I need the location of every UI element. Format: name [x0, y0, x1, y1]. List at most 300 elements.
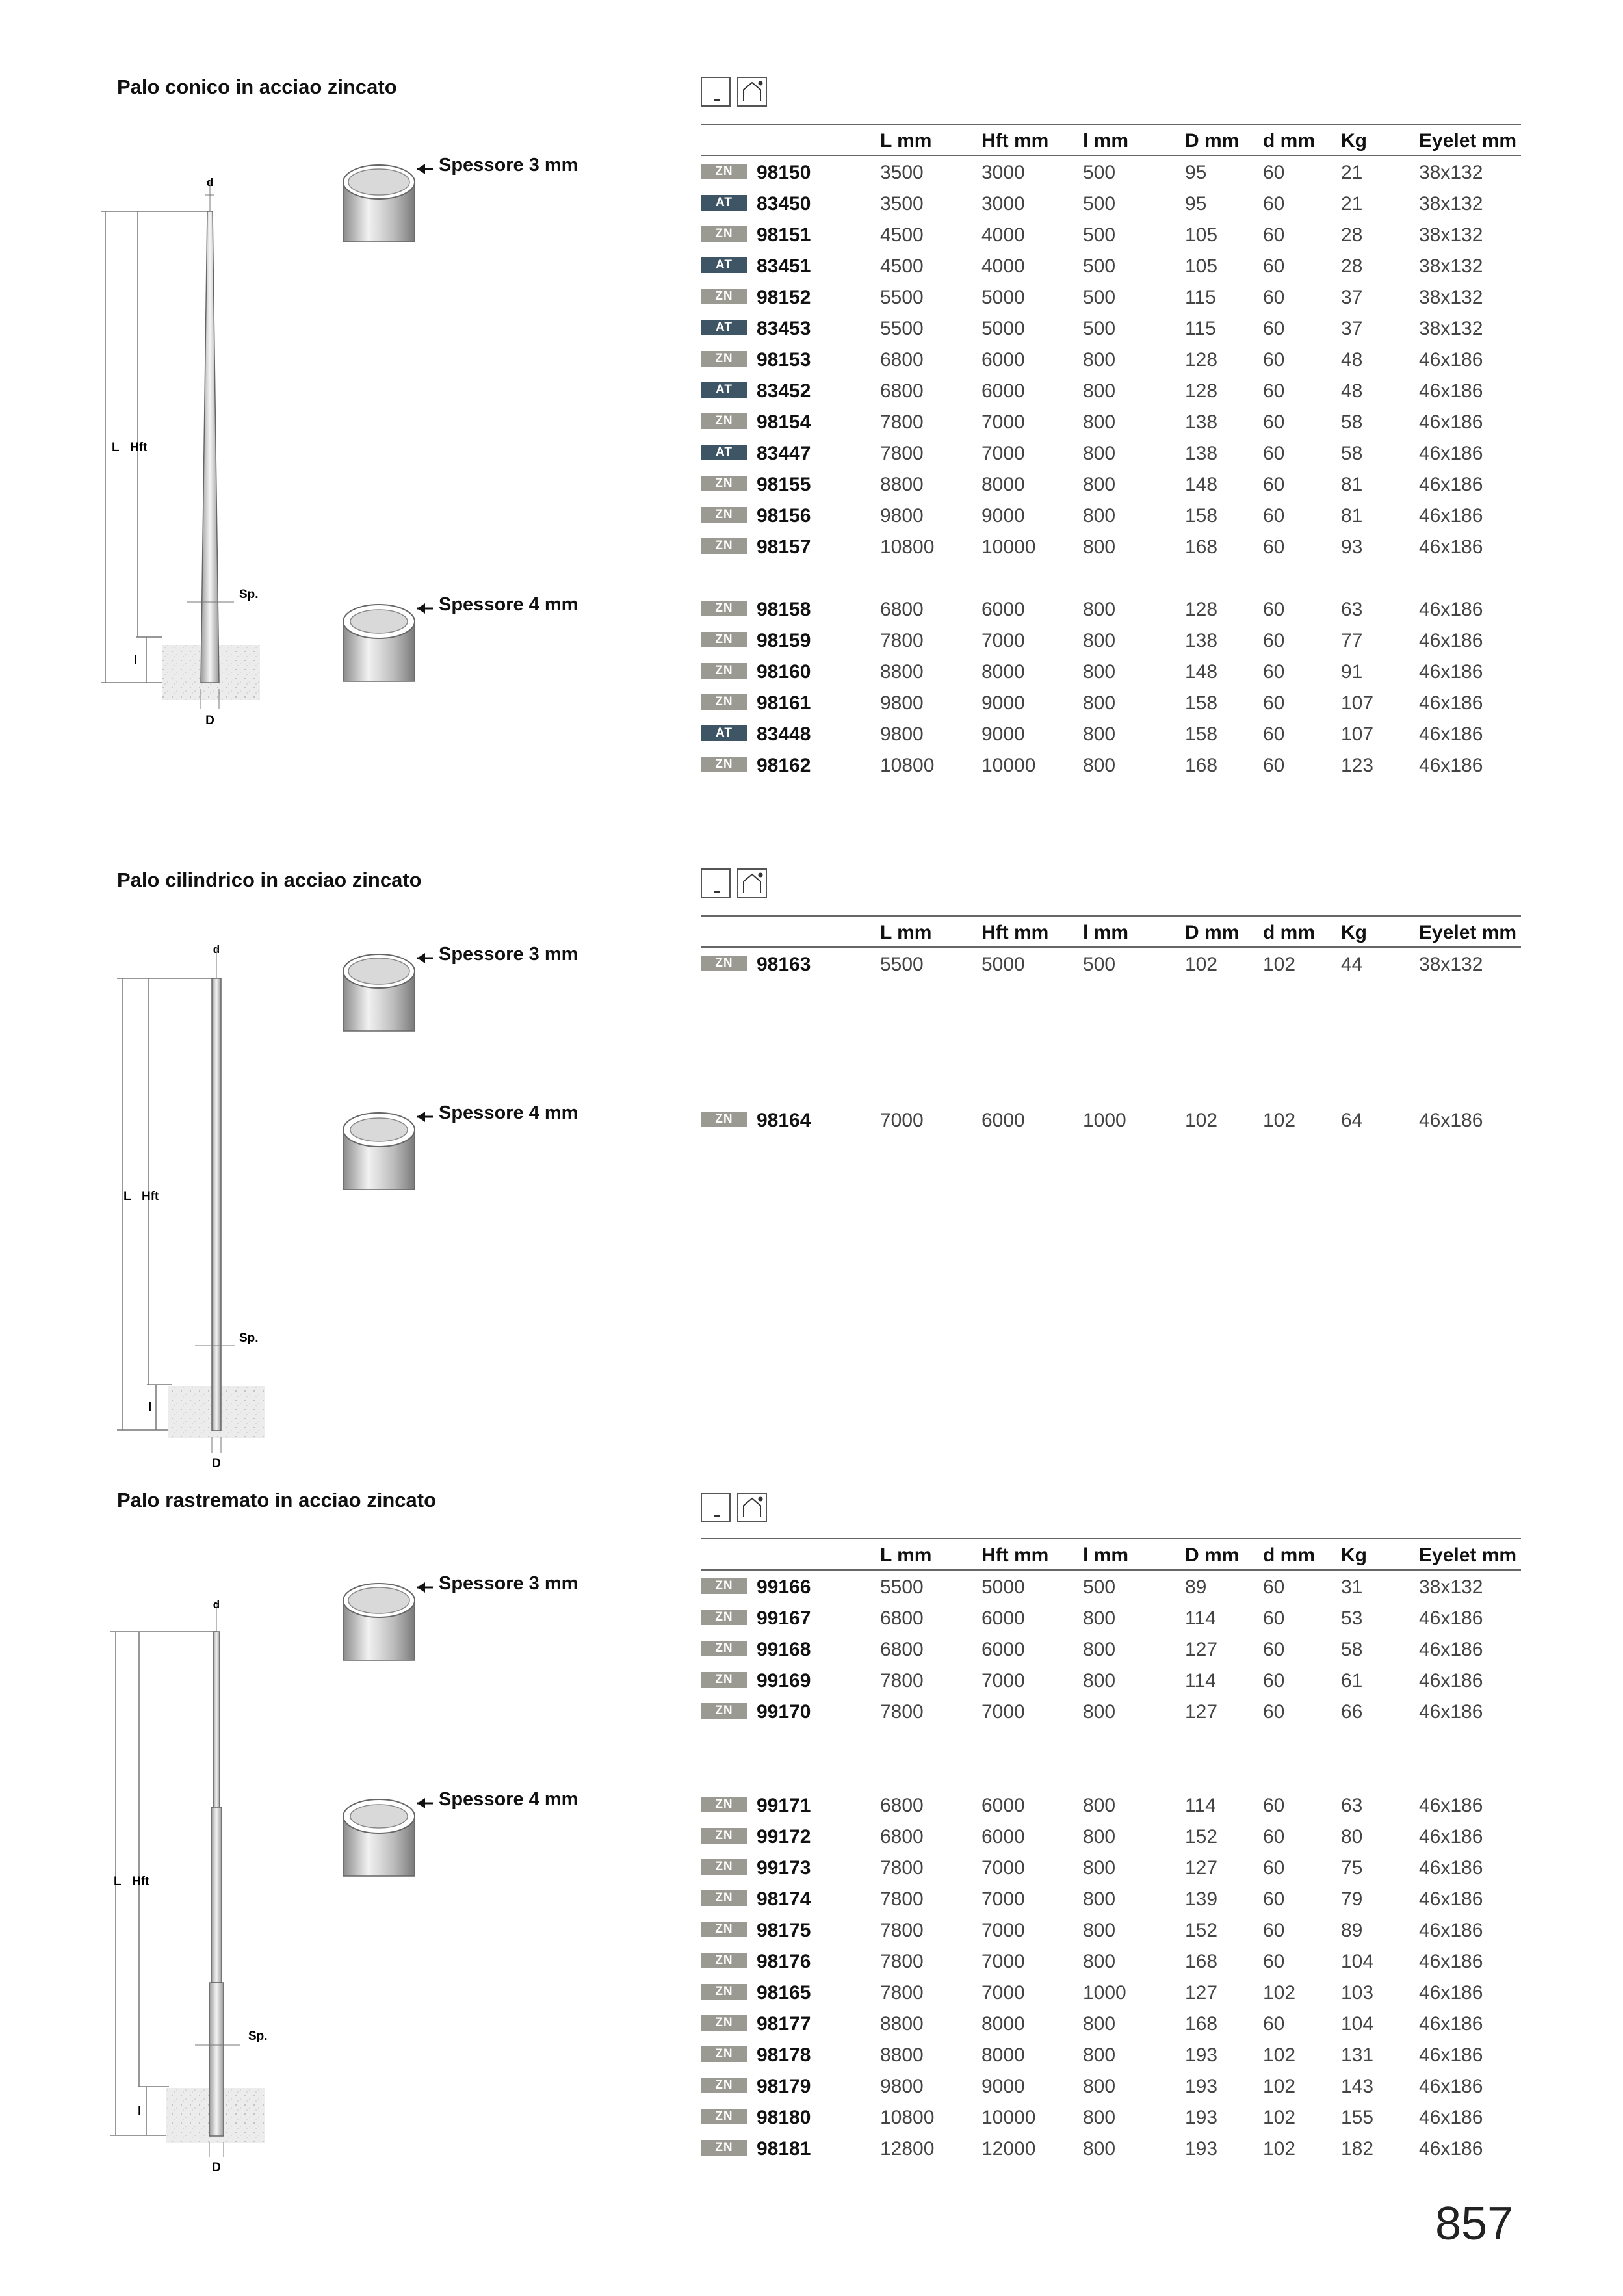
- product-code: 98178: [757, 2044, 811, 2066]
- cell-l: 800: [1083, 2138, 1116, 2159]
- cell-d: 60: [1263, 599, 1285, 620]
- product-code: 83451: [757, 255, 811, 277]
- table-row: [701, 948, 1521, 979]
- table-row: [701, 218, 1521, 250]
- cell-L: 8800: [880, 661, 924, 683]
- finish-badge: ZN: [701, 1922, 747, 1937]
- cell-L: 8800: [880, 2013, 924, 2035]
- cell-Hft: 9000: [981, 2076, 1025, 2097]
- pole-drawing-conical: [97, 176, 292, 735]
- cell-d: 60: [1263, 474, 1285, 495]
- cell-d: 60: [1263, 380, 1285, 402]
- dim-label-l: l: [134, 654, 138, 668]
- header-d: d mm: [1263, 922, 1316, 943]
- cell-L: 7800: [880, 1857, 924, 1879]
- cell-L: 4500: [880, 224, 924, 246]
- cell-D: 114: [1185, 1608, 1216, 1629]
- cell-Hft: 7000: [981, 1888, 1025, 1910]
- cell-L: 7800: [880, 630, 924, 651]
- pole-top-icon: [737, 868, 767, 898]
- product-code: 99169: [757, 1670, 811, 1691]
- cell-Hft: 8000: [981, 2044, 1025, 2066]
- cell-D: 127: [1185, 1639, 1218, 1660]
- cell-L: 9800: [880, 692, 924, 714]
- dim-label-sp: Sp.: [239, 1331, 259, 1345]
- cell-L: 6800: [880, 380, 924, 402]
- finish-badge: ZN: [701, 1859, 747, 1875]
- cell-L: 7800: [880, 1920, 924, 1941]
- cell-Hft: 6000: [981, 1608, 1025, 1629]
- tube-label-3mm: Spessore 3 mm: [439, 944, 578, 965]
- cell-L: 6800: [880, 1795, 924, 1816]
- cell-D: 152: [1185, 1826, 1218, 1847]
- cell-eyelet: 46x186: [1419, 599, 1483, 620]
- header-l: l mm: [1083, 130, 1129, 151]
- cell-Hft: 4000: [981, 224, 1025, 246]
- cell-Hft: 6000: [981, 1110, 1025, 1131]
- cell-D: 193: [1185, 2107, 1218, 2128]
- table-spacer-row: [701, 1010, 1521, 1041]
- cell-d: 60: [1263, 1857, 1285, 1879]
- table-row: [701, 1602, 1521, 1633]
- table-row: [701, 1820, 1521, 1851]
- product-code: 98160: [757, 661, 811, 683]
- cell-eyelet: 46x186: [1419, 380, 1483, 402]
- finish-badge: ZN: [701, 694, 747, 710]
- cell-d: 60: [1263, 255, 1285, 277]
- cell-eyelet: 46x186: [1419, 349, 1483, 371]
- cell-l: 800: [1083, 724, 1116, 745]
- cell-eyelet: 38x132: [1419, 287, 1483, 308]
- cell-D: 168: [1185, 536, 1218, 558]
- cell-kg: 79: [1341, 1888, 1363, 1910]
- table-row: [701, 250, 1521, 281]
- tube-illustration-4mm: [338, 590, 435, 688]
- cell-kg: 123: [1341, 755, 1374, 776]
- table-row: [701, 2070, 1521, 2101]
- cell-l: 800: [1083, 1608, 1116, 1629]
- cell-D: 115: [1185, 318, 1216, 339]
- cell-D: 105: [1185, 224, 1218, 246]
- cell-L: 7800: [880, 1982, 924, 2003]
- cell-eyelet: 38x132: [1419, 224, 1483, 246]
- cell-D: 95: [1185, 193, 1207, 215]
- cell-Hft: 9000: [981, 724, 1025, 745]
- finish-badge: ZN: [701, 1953, 747, 1968]
- product-code: 98150: [757, 162, 811, 183]
- dim-label-d: d: [213, 943, 220, 956]
- cell-D: 89: [1185, 1576, 1207, 1598]
- cell-D: 114: [1185, 1670, 1216, 1691]
- tube-label-4mm: Spessore 4 mm: [439, 1789, 578, 1810]
- section-title: Palo cilindrico in acciao zincato: [117, 868, 422, 891]
- cell-D: 148: [1185, 474, 1218, 495]
- cell-D: 114: [1185, 1795, 1216, 1816]
- cell-Hft: 8000: [981, 474, 1025, 495]
- tube-label-3mm: Spessore 3 mm: [439, 1573, 578, 1594]
- dim-label-l: l: [148, 1400, 152, 1414]
- table-body: [701, 948, 1521, 1135]
- cell-L: 6800: [880, 349, 924, 371]
- cell-L: 5500: [880, 1576, 924, 1598]
- product-code: 98159: [757, 630, 811, 651]
- product-code: 98180: [757, 2107, 811, 2128]
- cell-L: 10800: [880, 2107, 935, 2128]
- cell-kg: 58: [1341, 1639, 1363, 1660]
- table-row: [701, 2007, 1521, 2039]
- cell-D: 128: [1185, 599, 1218, 620]
- cell-Hft: 7000: [981, 1670, 1025, 1691]
- product-code: 99171: [757, 1795, 811, 1816]
- table-row: [701, 624, 1521, 655]
- cell-eyelet: 46x186: [1419, 1608, 1483, 1629]
- cell-eyelet: 46x186: [1419, 505, 1483, 527]
- cell-Hft: 3000: [981, 162, 1025, 183]
- section-title: Palo conico in acciao zincato: [117, 75, 397, 98]
- cell-L: 7800: [880, 1670, 924, 1691]
- cell-l: 1000: [1083, 1982, 1126, 2003]
- cell-l: 800: [1083, 1857, 1116, 1879]
- cell-kg: 44: [1341, 954, 1363, 975]
- finish-badge: ZN: [701, 757, 747, 772]
- cell-Hft: 10000: [981, 536, 1036, 558]
- cell-D: 127: [1185, 1701, 1218, 1723]
- spec-table-rastremato: [701, 1538, 1521, 2163]
- table-row: [701, 281, 1521, 312]
- cell-L: 10800: [880, 755, 935, 776]
- cell-eyelet: 46x186: [1419, 1951, 1483, 1972]
- tube-label-4mm: Spessore 4 mm: [439, 1102, 578, 1123]
- table-spacer-row: [701, 979, 1521, 1010]
- cell-d: 60: [1263, 1951, 1285, 1972]
- cell-d: 102: [1263, 2138, 1296, 2159]
- tube-label-4mm: Spessore 4 mm: [439, 594, 578, 615]
- finish-badge: ZN: [701, 632, 747, 647]
- finish-badge: AT: [701, 195, 747, 211]
- cell-L: 7000: [880, 1110, 924, 1131]
- pole-top-icon: [737, 77, 767, 107]
- cell-L: 6800: [880, 1608, 924, 1629]
- cell-kg: 155: [1341, 2107, 1374, 2128]
- dim-label-sp: Sp.: [239, 588, 259, 601]
- finish-badge: ZN: [701, 2140, 747, 2156]
- table-row: [701, 1851, 1521, 1883]
- table-spacer-row: [701, 1758, 1521, 1789]
- product-code: 99173: [757, 1857, 811, 1879]
- cell-kg: 21: [1341, 193, 1363, 215]
- cell-D: 138: [1185, 411, 1218, 433]
- cell-kg: 48: [1341, 349, 1363, 371]
- cell-L: 9800: [880, 724, 924, 745]
- cell-l: 800: [1083, 349, 1116, 371]
- cell-l: 800: [1083, 380, 1116, 402]
- cell-l: 800: [1083, 2044, 1116, 2066]
- cell-d: 60: [1263, 661, 1285, 683]
- finish-badge: ZN: [701, 2015, 747, 2031]
- cell-D: 193: [1185, 2076, 1218, 2097]
- pole-drawing-stepped: [97, 1593, 292, 2178]
- cell-d: 60: [1263, 411, 1285, 433]
- cell-d: 60: [1263, 1888, 1285, 1910]
- cell-l: 500: [1083, 287, 1116, 308]
- cell-l: 800: [1083, 2107, 1116, 2128]
- product-code: 83450: [757, 193, 811, 215]
- table-row: [701, 1104, 1521, 1135]
- table-row: [701, 406, 1521, 437]
- header-eyelet: Eyelet mm: [1419, 922, 1517, 943]
- cell-d: 102: [1263, 1982, 1296, 2003]
- dim-label-L: L: [123, 1190, 131, 1203]
- cell-eyelet: 38x132: [1419, 318, 1483, 339]
- cell-eyelet: 46x186: [1419, 2013, 1483, 2035]
- finish-badge: ZN: [701, 164, 747, 179]
- cell-l: 800: [1083, 1888, 1116, 1910]
- header-d: d mm: [1263, 130, 1316, 151]
- cell-eyelet: 46x186: [1419, 1670, 1483, 1691]
- cell-D: 138: [1185, 630, 1218, 651]
- cell-D: 168: [1185, 2013, 1218, 2035]
- finish-badge: ZN: [701, 1828, 747, 1844]
- cell-kg: 28: [1341, 224, 1363, 246]
- cell-l: 1000: [1083, 1110, 1126, 1131]
- table-row: [701, 374, 1521, 406]
- cell-kg: 131: [1341, 2044, 1374, 2066]
- product-code: 99172: [757, 1826, 811, 1847]
- dim-label-d: d: [213, 1598, 220, 1611]
- header-l: l mm: [1083, 922, 1129, 943]
- table-row: [701, 437, 1521, 468]
- cell-D: 105: [1185, 255, 1218, 277]
- page-number: 857: [1435, 2198, 1514, 2250]
- cell-D: 102: [1185, 1110, 1218, 1131]
- finish-badge: ZN: [701, 476, 747, 491]
- table-row: [701, 530, 1521, 562]
- cell-kg: 37: [1341, 287, 1363, 308]
- cell-kg: 91: [1341, 661, 1363, 683]
- cell-l: 800: [1083, 474, 1116, 495]
- product-code: 98162: [757, 755, 811, 776]
- ground-mount-icon: [701, 868, 731, 898]
- cell-eyelet: 46x186: [1419, 2044, 1483, 2066]
- finish-badge: ZN: [701, 2109, 747, 2124]
- cell-l: 800: [1083, 630, 1116, 651]
- cell-eyelet: 46x186: [1419, 1795, 1483, 1816]
- cell-D: 168: [1185, 1951, 1218, 1972]
- product-code: 99170: [757, 1701, 811, 1723]
- cell-d: 60: [1263, 1701, 1285, 1723]
- cell-Hft: 8000: [981, 2013, 1025, 2035]
- product-code: 98153: [757, 349, 811, 371]
- product-code: 99168: [757, 1639, 811, 1660]
- cell-d: 60: [1263, 1576, 1285, 1598]
- cell-kg: 58: [1341, 443, 1363, 464]
- cell-kg: 89: [1341, 1920, 1363, 1941]
- cell-l: 800: [1083, 661, 1116, 683]
- cell-eyelet: 46x186: [1419, 2076, 1483, 2097]
- finish-badge: ZN: [701, 289, 747, 304]
- cell-kg: 28: [1341, 255, 1363, 277]
- cell-eyelet: 46x186: [1419, 443, 1483, 464]
- cell-D: 95: [1185, 162, 1207, 183]
- tube-illustration-3mm: [338, 940, 435, 1037]
- product-code: 98157: [757, 536, 811, 558]
- cell-l: 500: [1083, 954, 1116, 975]
- dim-label-Hft: Hft: [132, 1875, 149, 1888]
- header-Hft: Hft mm: [981, 1545, 1049, 1566]
- dim-label-l: l: [138, 2105, 142, 2119]
- cell-d: 60: [1263, 318, 1285, 339]
- cell-Hft: 5000: [981, 318, 1025, 339]
- header-kg: Kg: [1341, 922, 1367, 943]
- cell-l: 800: [1083, 1639, 1116, 1660]
- cell-d: 102: [1263, 2107, 1296, 2128]
- cell-l: 500: [1083, 162, 1116, 183]
- cell-kg: 37: [1341, 318, 1363, 339]
- cell-d: 102: [1263, 954, 1296, 975]
- cell-eyelet: 46x186: [1419, 1982, 1483, 2003]
- cell-kg: 75: [1341, 1857, 1363, 1879]
- cell-eyelet: 46x186: [1419, 1888, 1483, 1910]
- cell-Hft: 6000: [981, 380, 1025, 402]
- finish-badge: ZN: [701, 226, 747, 242]
- cell-Hft: 6000: [981, 1639, 1025, 1660]
- cell-d: 60: [1263, 224, 1285, 246]
- cell-D: 158: [1185, 724, 1218, 745]
- cell-L: 7800: [880, 411, 924, 433]
- table-spacer-row: [701, 1041, 1521, 1073]
- cell-kg: 77: [1341, 630, 1363, 651]
- product-code: 98151: [757, 224, 811, 246]
- cell-d: 60: [1263, 724, 1285, 745]
- finish-badge: ZN: [701, 1672, 747, 1688]
- cell-eyelet: 46x186: [1419, 1857, 1483, 1879]
- cell-d: 60: [1263, 2013, 1285, 2035]
- cell-l: 800: [1083, 1920, 1116, 1941]
- cell-L: 6800: [880, 599, 924, 620]
- cell-D: 152: [1185, 1920, 1218, 1941]
- cell-Hft: 8000: [981, 661, 1025, 683]
- cell-eyelet: 46x186: [1419, 1639, 1483, 1660]
- finish-badge: AT: [701, 257, 747, 273]
- cell-D: 128: [1185, 349, 1218, 371]
- cell-d: 60: [1263, 162, 1285, 183]
- product-code: 98154: [757, 411, 811, 433]
- cell-d: 60: [1263, 1608, 1285, 1629]
- product-code: 83448: [757, 724, 811, 745]
- table-row: [701, 1695, 1521, 1727]
- header-kg: Kg: [1341, 1545, 1367, 1566]
- cell-D: 127: [1185, 1857, 1218, 1879]
- cell-l: 500: [1083, 193, 1116, 215]
- cell-eyelet: 46x186: [1419, 724, 1483, 745]
- cell-L: 5500: [880, 954, 924, 975]
- ground-mount-icon: [701, 1493, 731, 1522]
- table-row: [701, 2132, 1521, 2163]
- product-code: 98163: [757, 954, 811, 975]
- cell-L: 7800: [880, 1888, 924, 1910]
- table-row: [701, 1664, 1521, 1695]
- table-row: [701, 312, 1521, 343]
- product-code: 98177: [757, 2013, 811, 2035]
- cell-kg: 58: [1341, 411, 1363, 433]
- cell-eyelet: 38x132: [1419, 255, 1483, 277]
- cell-L: 8800: [880, 2044, 924, 2066]
- cell-D: 193: [1185, 2138, 1218, 2159]
- dim-label-d: d: [206, 176, 214, 189]
- cell-l: 800: [1083, 1795, 1116, 1816]
- table-row: [701, 187, 1521, 218]
- cell-eyelet: 38x132: [1419, 954, 1483, 975]
- cell-Hft: 7000: [981, 1982, 1025, 2003]
- pole-drawing-cylindrical: [97, 943, 292, 1482]
- cell-L: 7800: [880, 443, 924, 464]
- cell-d: 60: [1263, 287, 1285, 308]
- header-Hft: Hft mm: [981, 922, 1049, 943]
- ground-mount-icon: [701, 77, 731, 107]
- cell-l: 500: [1083, 255, 1116, 277]
- finish-badge: ZN: [701, 507, 747, 523]
- cell-D: 168: [1185, 755, 1218, 776]
- cell-kg: 63: [1341, 1795, 1363, 1816]
- finish-badge: ZN: [701, 663, 747, 679]
- cell-kg: 61: [1341, 1670, 1363, 1691]
- cell-D: 158: [1185, 505, 1218, 527]
- cell-L: 12800: [880, 2138, 935, 2159]
- cell-eyelet: 38x132: [1419, 162, 1483, 183]
- table-row: [701, 156, 1521, 187]
- mount-icons: [701, 1493, 767, 1522]
- cell-l: 500: [1083, 224, 1116, 246]
- cell-kg: 66: [1341, 1701, 1363, 1723]
- product-code: 98155: [757, 474, 811, 495]
- cell-D: 127: [1185, 1982, 1218, 2003]
- cell-eyelet: 46x186: [1419, 1920, 1483, 1941]
- cell-kg: 80: [1341, 1826, 1363, 1847]
- cell-d: 60: [1263, 505, 1285, 527]
- tube-illustration-4mm: [338, 1099, 435, 1196]
- product-code: 98164: [757, 1110, 811, 1131]
- cell-eyelet: 46x186: [1419, 474, 1483, 495]
- product-code: 98156: [757, 505, 811, 527]
- product-code: 98165: [757, 1982, 811, 2003]
- table-row: [701, 686, 1521, 718]
- cell-d: 102: [1263, 2076, 1296, 2097]
- cell-eyelet: 46x186: [1419, 661, 1483, 683]
- cell-d: 60: [1263, 692, 1285, 714]
- finish-badge: ZN: [701, 1890, 747, 1906]
- cell-d: 102: [1263, 1110, 1296, 1131]
- table-row: [701, 1571, 1521, 1602]
- header-eyelet: Eyelet mm: [1419, 130, 1517, 151]
- tube-label-3mm: Spessore 3 mm: [439, 155, 578, 176]
- product-code: 98176: [757, 1951, 811, 1972]
- cell-kg: 48: [1341, 380, 1363, 402]
- product-code: 83447: [757, 443, 811, 464]
- dim-label-Hft: Hft: [142, 1190, 159, 1203]
- finish-badge: ZN: [701, 2046, 747, 2062]
- dim-label-D: D: [212, 2161, 221, 2174]
- cell-d: 60: [1263, 443, 1285, 464]
- cell-l: 500: [1083, 318, 1116, 339]
- table-spacer-row: [701, 1073, 1521, 1104]
- product-code: 98152: [757, 287, 811, 308]
- product-code: 98158: [757, 599, 811, 620]
- cell-kg: 63: [1341, 599, 1363, 620]
- cell-eyelet: 46x186: [1419, 1110, 1483, 1131]
- finish-badge: AT: [701, 382, 747, 398]
- cell-eyelet: 46x186: [1419, 2138, 1483, 2159]
- cell-d: 60: [1263, 630, 1285, 651]
